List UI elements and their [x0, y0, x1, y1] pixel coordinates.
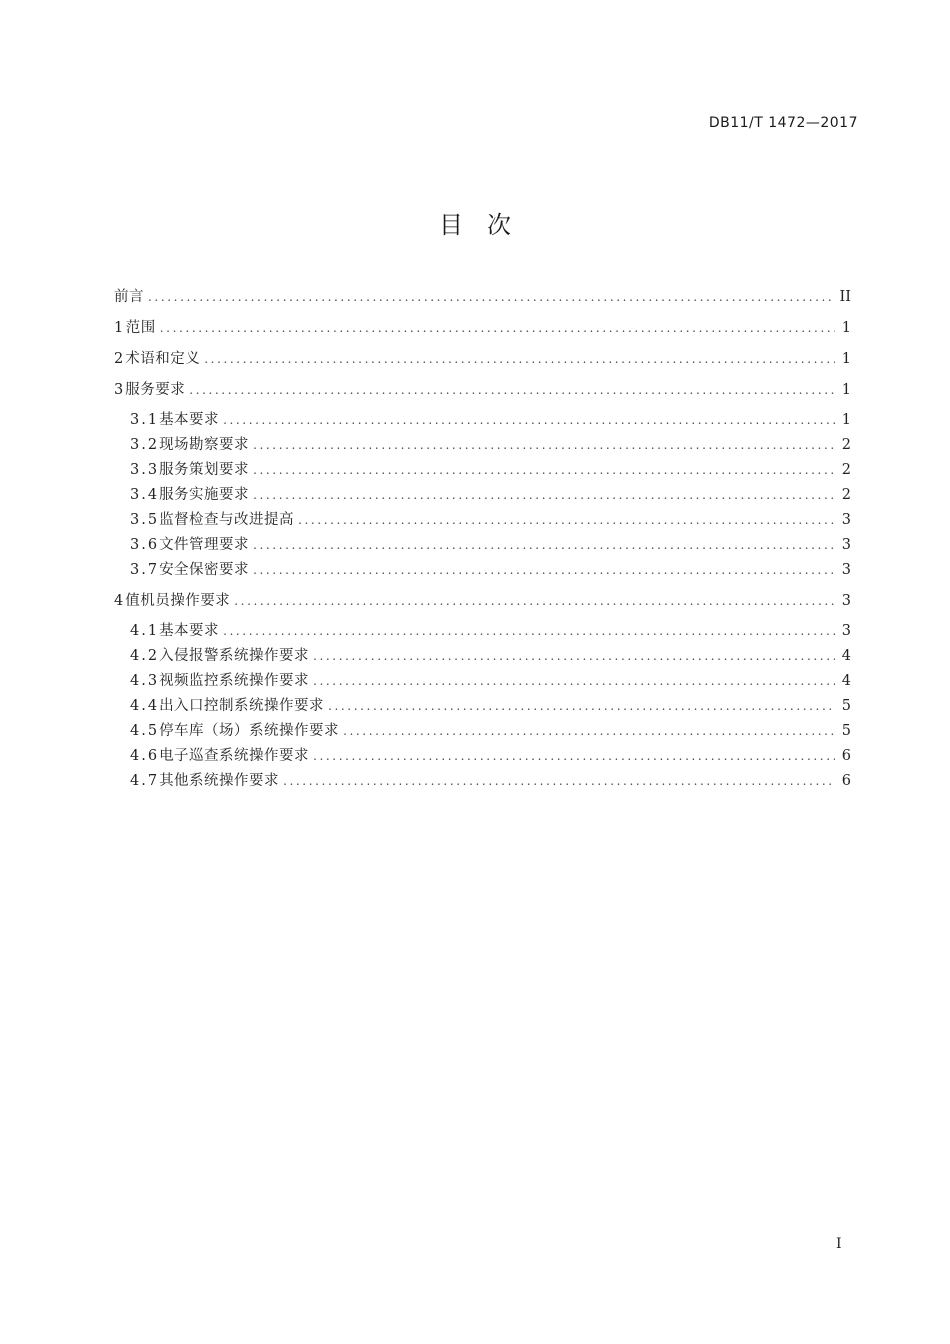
toc-entry-page: II — [839, 289, 851, 305]
toc-entry-3-6[interactable] — [114, 534, 851, 556]
toc-entry-page: 3 — [841, 623, 851, 639]
toc-entry-number: 1 — [114, 320, 126, 336]
toc-entry-number: 4.3 — [130, 673, 160, 689]
toc-entry-label: 术语和定义 — [125, 351, 201, 367]
toc-entry-page: 1 — [841, 412, 851, 428]
toc-entry-3[interactable] — [114, 379, 851, 401]
toc-leader-dots — [253, 459, 835, 481]
toc-entry-page: 3 — [841, 593, 851, 609]
toc-leader-dots — [298, 509, 835, 531]
toc-leader-dots — [160, 317, 835, 339]
toc-entry-label: 监督检查与改进提高 — [159, 512, 295, 528]
toc-entry-label: 现场勘察要求 — [159, 437, 250, 453]
toc-leader-dots — [148, 286, 834, 308]
toc-leader-dots — [313, 670, 835, 692]
toc-entry-number: 3.3 — [130, 462, 160, 478]
toc-entry-3-7[interactable] — [114, 559, 851, 581]
toc-entry-page: 6 — [841, 773, 851, 789]
toc-entry-page: 5 — [841, 698, 851, 714]
toc-entry-page: 3 — [841, 562, 851, 578]
toc-entry-label: 前言 — [114, 289, 144, 305]
toc-entry-label: 基本要求 — [159, 412, 220, 428]
toc-entry-number: 3 — [114, 382, 126, 398]
toc-entry-label: 值机员操作要求 — [125, 593, 231, 609]
toc-entry-4-5[interactable] — [114, 720, 851, 742]
toc-entry-number: 2 — [114, 351, 126, 367]
toc-entry-label: 文件管理要求 — [159, 537, 250, 553]
toc-leader-dots — [234, 590, 835, 612]
table-of-contents — [114, 286, 851, 792]
toc-leader-dots — [223, 620, 835, 642]
toc-entry-label: 入侵报警系统操作要求 — [159, 648, 310, 664]
toc-entry-4-7[interactable] — [114, 770, 851, 792]
toc-entry-preface[interactable] — [114, 286, 851, 308]
toc-entry-number: 4.6 — [130, 748, 160, 764]
toc-leader-dots — [283, 770, 835, 792]
toc-entry-4-2[interactable] — [114, 645, 851, 667]
toc-entry-label: 其他系统操作要求 — [159, 773, 280, 789]
toc-entry-3-4[interactable] — [114, 484, 851, 506]
toc-entry-page: 3 — [841, 537, 851, 553]
toc-entry-page: 1 — [841, 382, 851, 398]
toc-entry-number: 4.1 — [130, 623, 160, 639]
toc-entry-label: 出入口控制系统操作要求 — [159, 698, 325, 714]
toc-entry-label: 服务要求 — [125, 382, 186, 398]
toc-entry-number: 4.4 — [130, 698, 160, 714]
toc-entry-label: 范围 — [125, 320, 156, 336]
footer-page-number: I — [836, 1236, 842, 1252]
toc-entry-label: 基本要求 — [159, 623, 220, 639]
toc-leader-dots — [328, 695, 835, 717]
toc-entry-3-2[interactable] — [114, 434, 851, 456]
toc-entry-number: 3.7 — [130, 562, 160, 578]
toc-entry-number: 3.4 — [130, 487, 160, 503]
toc-entry-number: 3.6 — [130, 537, 160, 553]
toc-entry-3-5[interactable] — [114, 509, 851, 531]
toc-leader-dots — [223, 409, 835, 431]
document-code: DB11/T 1472—2017 — [708, 115, 858, 131]
toc-leader-dots — [253, 484, 835, 506]
toc-entry-number: 3.1 — [130, 412, 160, 428]
toc-entry-page: 5 — [841, 723, 851, 739]
toc-entry-number: 4 — [114, 593, 126, 609]
toc-entry-page: 2 — [841, 437, 851, 453]
toc-entry-4-1[interactable] — [114, 620, 851, 642]
toc-entry-page: 4 — [841, 648, 851, 664]
toc-leader-dots — [189, 379, 835, 401]
toc-entry-label: 停车库（场）系统操作要求 — [159, 723, 340, 739]
toc-entry-3-1[interactable] — [114, 409, 851, 431]
toc-entry-4-6[interactable] — [114, 745, 851, 767]
toc-entry-4-3[interactable] — [114, 670, 851, 692]
toc-entry-number: 4.5 — [130, 723, 160, 739]
page-title: 目次 — [439, 211, 535, 239]
toc-entry-page: 6 — [841, 748, 851, 764]
toc-entry-label: 安全保密要求 — [159, 562, 250, 578]
toc-leader-dots — [253, 559, 835, 581]
toc-entry-label: 视频监控系统操作要求 — [159, 673, 310, 689]
toc-entry-2[interactable] — [114, 348, 851, 370]
toc-entry-1[interactable] — [114, 317, 851, 339]
toc-leader-dots — [253, 534, 835, 556]
toc-leader-dots — [343, 720, 835, 742]
toc-leader-dots — [253, 434, 835, 456]
toc-entry-page: 4 — [841, 673, 851, 689]
toc-entry-page: 2 — [841, 462, 851, 478]
toc-entry-page: 2 — [841, 487, 851, 503]
toc-entry-number: 3.5 — [130, 512, 160, 528]
toc-leader-dots — [204, 348, 835, 370]
toc-entry-label: 服务实施要求 — [159, 487, 250, 503]
toc-leader-dots — [313, 645, 835, 667]
toc-entry-page: 1 — [841, 351, 851, 367]
toc-entry-label: 电子巡查系统操作要求 — [159, 748, 310, 764]
toc-leader-dots — [313, 745, 835, 767]
toc-entry-label: 服务策划要求 — [159, 462, 250, 478]
toc-entry-number: 4.7 — [130, 773, 160, 789]
toc-entry-page: 1 — [841, 320, 851, 336]
toc-entry-number: 3.2 — [130, 437, 160, 453]
toc-entry-number: 4.2 — [130, 648, 160, 664]
toc-entry-page: 3 — [841, 512, 851, 528]
toc-entry-4-4[interactable] — [114, 695, 851, 717]
toc-entry-4[interactable] — [114, 590, 851, 612]
toc-entry-3-3[interactable] — [114, 459, 851, 481]
